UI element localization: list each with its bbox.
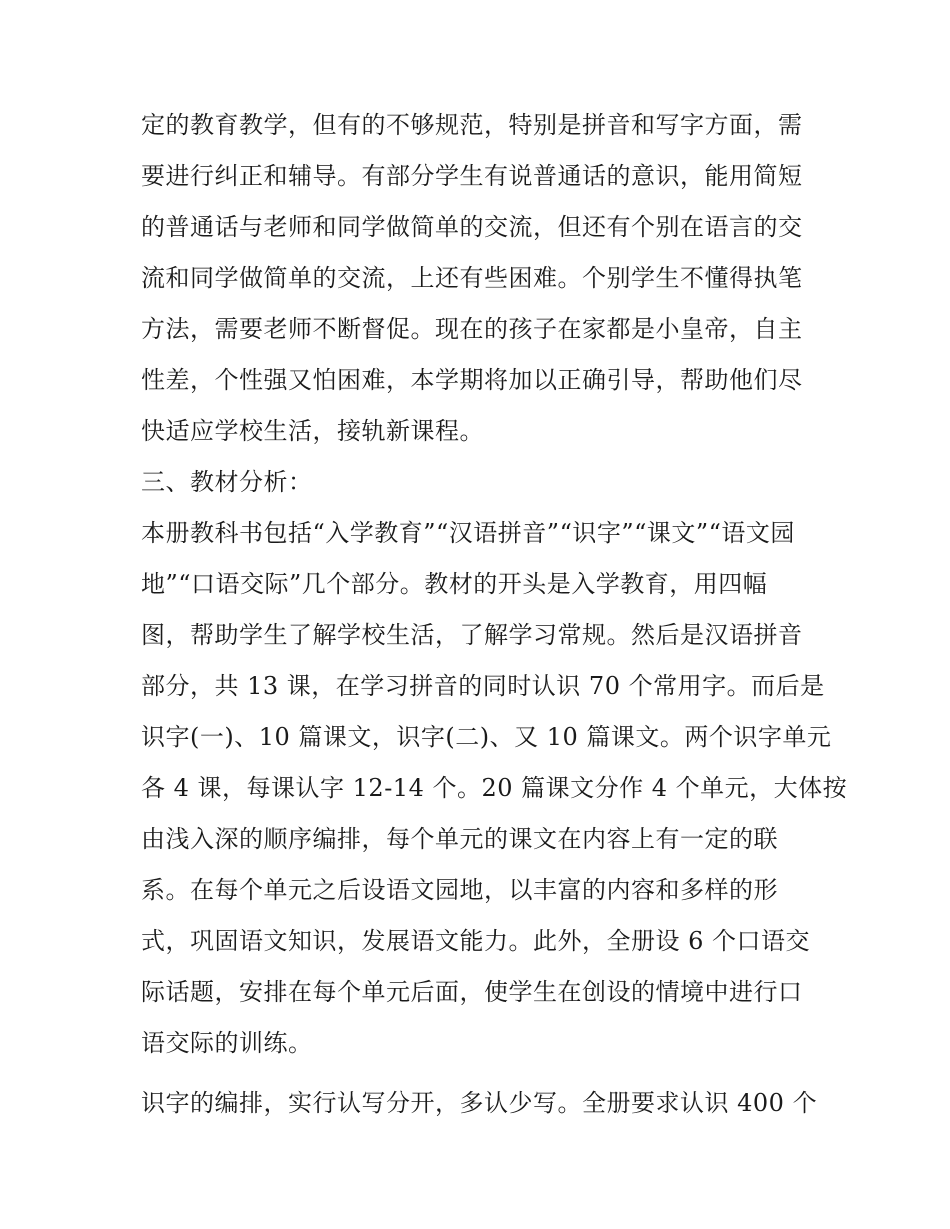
- text-line: 本册教科书包括“入学教育”“汉语拼音”“识字”“课文”“语文园: [141, 519, 795, 547]
- text-line: 际话题，安排在每个单元后面，使学生在创设的情境中进行口: [141, 978, 803, 1006]
- section-heading: 三、教材分析：: [141, 468, 313, 496]
- text-line: 流和同学做简单的交流，上还有些困难。个别学生不懂得执笔: [141, 264, 803, 292]
- text-line: 识字(一)、10 篇课文，识字(二)、又 10 篇课文。两个识字单元: [141, 723, 832, 751]
- text-line: 识字的编排，实行认写分开，多认少写。全册要求认识 400 个: [141, 1089, 818, 1117]
- text-line: 部分，共 13 课，在学习拼音的同时认识 70 个常用字。而后是: [141, 672, 825, 700]
- text-line: 快适应学校生活，接轨新课程。: [141, 417, 484, 445]
- paragraph-gap: [141, 1069, 821, 1078]
- text-line: 各 4 课，每课认字 12-14 个。20 篇课文分作 4 个单元，大体按: [141, 774, 848, 802]
- text-line: 定的教育教学，但有的不够规范，特别是拼音和写字方面，需: [141, 111, 803, 139]
- text-line: 图，帮助学生了解学校生活，了解学习常规。然后是汉语拼音: [141, 621, 803, 649]
- document-body: [141, 100, 848, 1129]
- text-line: 系。在每个单元之后设语文园地，以丰富的内容和多样的形: [141, 876, 778, 904]
- text-line: 式，巩固语文知识，发展语文能力。此外，全册设 6 个口语交: [141, 927, 811, 955]
- text-line: 方法，需要老师不断督促。现在的孩子在家都是小皇帝，自主: [141, 315, 803, 343]
- text-line: 性差，个性强又怕困难，本学期将加以正确引导，帮助他们尽: [141, 366, 803, 394]
- text-line: 地”“口语交际”几个部分。教材的开头是入学教育，用四幅: [141, 570, 768, 598]
- text-line: 的普通话与老师和同学做简单的交流，但还有个别在语言的交: [141, 213, 803, 241]
- text-line: 由浅入深的顺序编排，每个单元的课文在内容上有一定的联: [141, 825, 778, 853]
- text-line: 要进行纠正和辅导。有部分学生有说普通话的意识，能用简短: [141, 162, 803, 190]
- text-line: 语交际的训练。: [141, 1029, 313, 1057]
